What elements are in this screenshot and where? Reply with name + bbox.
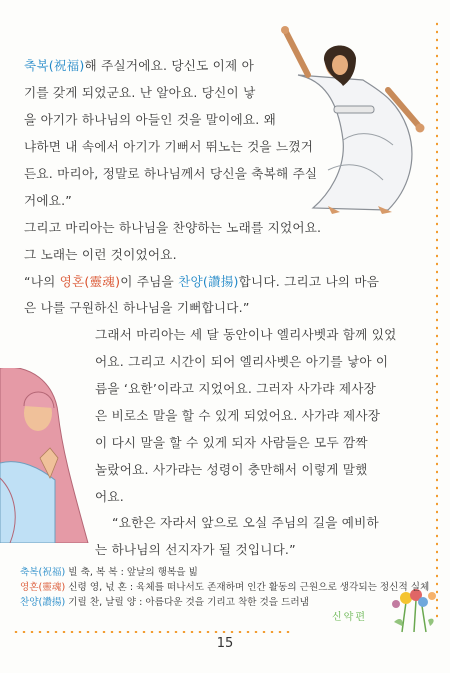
body-line-2: 기를 갖게 되었군요. 난 알아요. 당신이 낳 <box>24 85 256 100</box>
body-line-12: 어요. 그리고 시간이 되어 엘리사벳은 아기를 낳아 이 <box>95 354 389 369</box>
angel-illustration <box>268 20 438 215</box>
body-line-4: 냐하면 내 속에서 아기가 기뻐서 뛰노는 것을 느꼈거 <box>24 139 314 154</box>
body-line-3: 을 아기가 하나님의 아들인 것을 말이에요. 왜 <box>24 112 277 127</box>
body-line-13: 름을 ‘요한’이라고 지었어요. 그러자 사가랴 제사장 <box>95 381 376 396</box>
woman-praying-illustration <box>0 368 95 543</box>
term-blessing: 축복(祝福) <box>24 58 85 73</box>
section-label: 신약편 <box>332 612 367 623</box>
body-line-18: “요한은 자라서 앞으로 오실 주님의 길을 예비하 <box>112 515 379 530</box>
body-line-19: 는 하나님의 선지자가 될 것입니다.” <box>95 542 296 557</box>
body-line-9: “나의 영혼(靈魂)이 주님을 찬양(讚揚)합니다. 그리고 나의 마음 <box>24 274 380 289</box>
glossary-item-soul: 영혼(靈魂) 신령 영, 넋 혼 : 육체를 떠나서도 존재하며 인간 활동의 근원으로 생각되는 정신적 실체 <box>20 582 430 593</box>
glossary-item-praise: 찬양(讚揚) 기릴 찬, 날릴 양 : 아름다운 것을 기리고 착한 것을 드러냄 <box>20 597 309 608</box>
glossary-item-blessing: 축복(祝福) 빌 축, 복 복 : 앞날의 행복을 빎 <box>20 567 198 578</box>
term-praise: 찬양(讚揚) <box>178 274 239 289</box>
body-line-6: 거에요.” <box>24 193 73 208</box>
bottom-dotted-border <box>12 631 292 633</box>
body-line-10: 은 나를 구원하신 하나님을 기뻐합니다.” <box>24 300 250 315</box>
body-line-7: 그리고 마리아는 하나님을 찬양하는 노래를 지었어요. <box>24 220 322 235</box>
body-line-5: 든요. 마리아, 정말로 하나님께서 당신을 축복해 주실 <box>24 166 318 181</box>
body-line-8: 그 노래는 이런 것이었어요. <box>24 247 177 262</box>
term-soul: 영혼(靈魂) <box>59 274 121 289</box>
body-line-14: 은 비로소 말을 할 수 있게 되었어요. 사가랴 제사장 <box>95 408 381 423</box>
body-line-17: 어요. <box>95 489 124 504</box>
body-line-15: 이 다시 말을 할 수 있게 되자 사람들은 모두 깜짝 <box>95 435 368 450</box>
body-line-11: 그래서 마리아는 세 달 동안이나 엘리사벳과 함께 있었 <box>95 327 397 342</box>
body-line-16: 놀랐어요. 사가랴는 성령이 충만해서 이렇게 말했 <box>95 462 368 477</box>
page-number: 15 <box>216 636 234 651</box>
body-line-1: 축복(祝福)해 주실거에요. 당신도 이제 아 <box>24 58 254 73</box>
